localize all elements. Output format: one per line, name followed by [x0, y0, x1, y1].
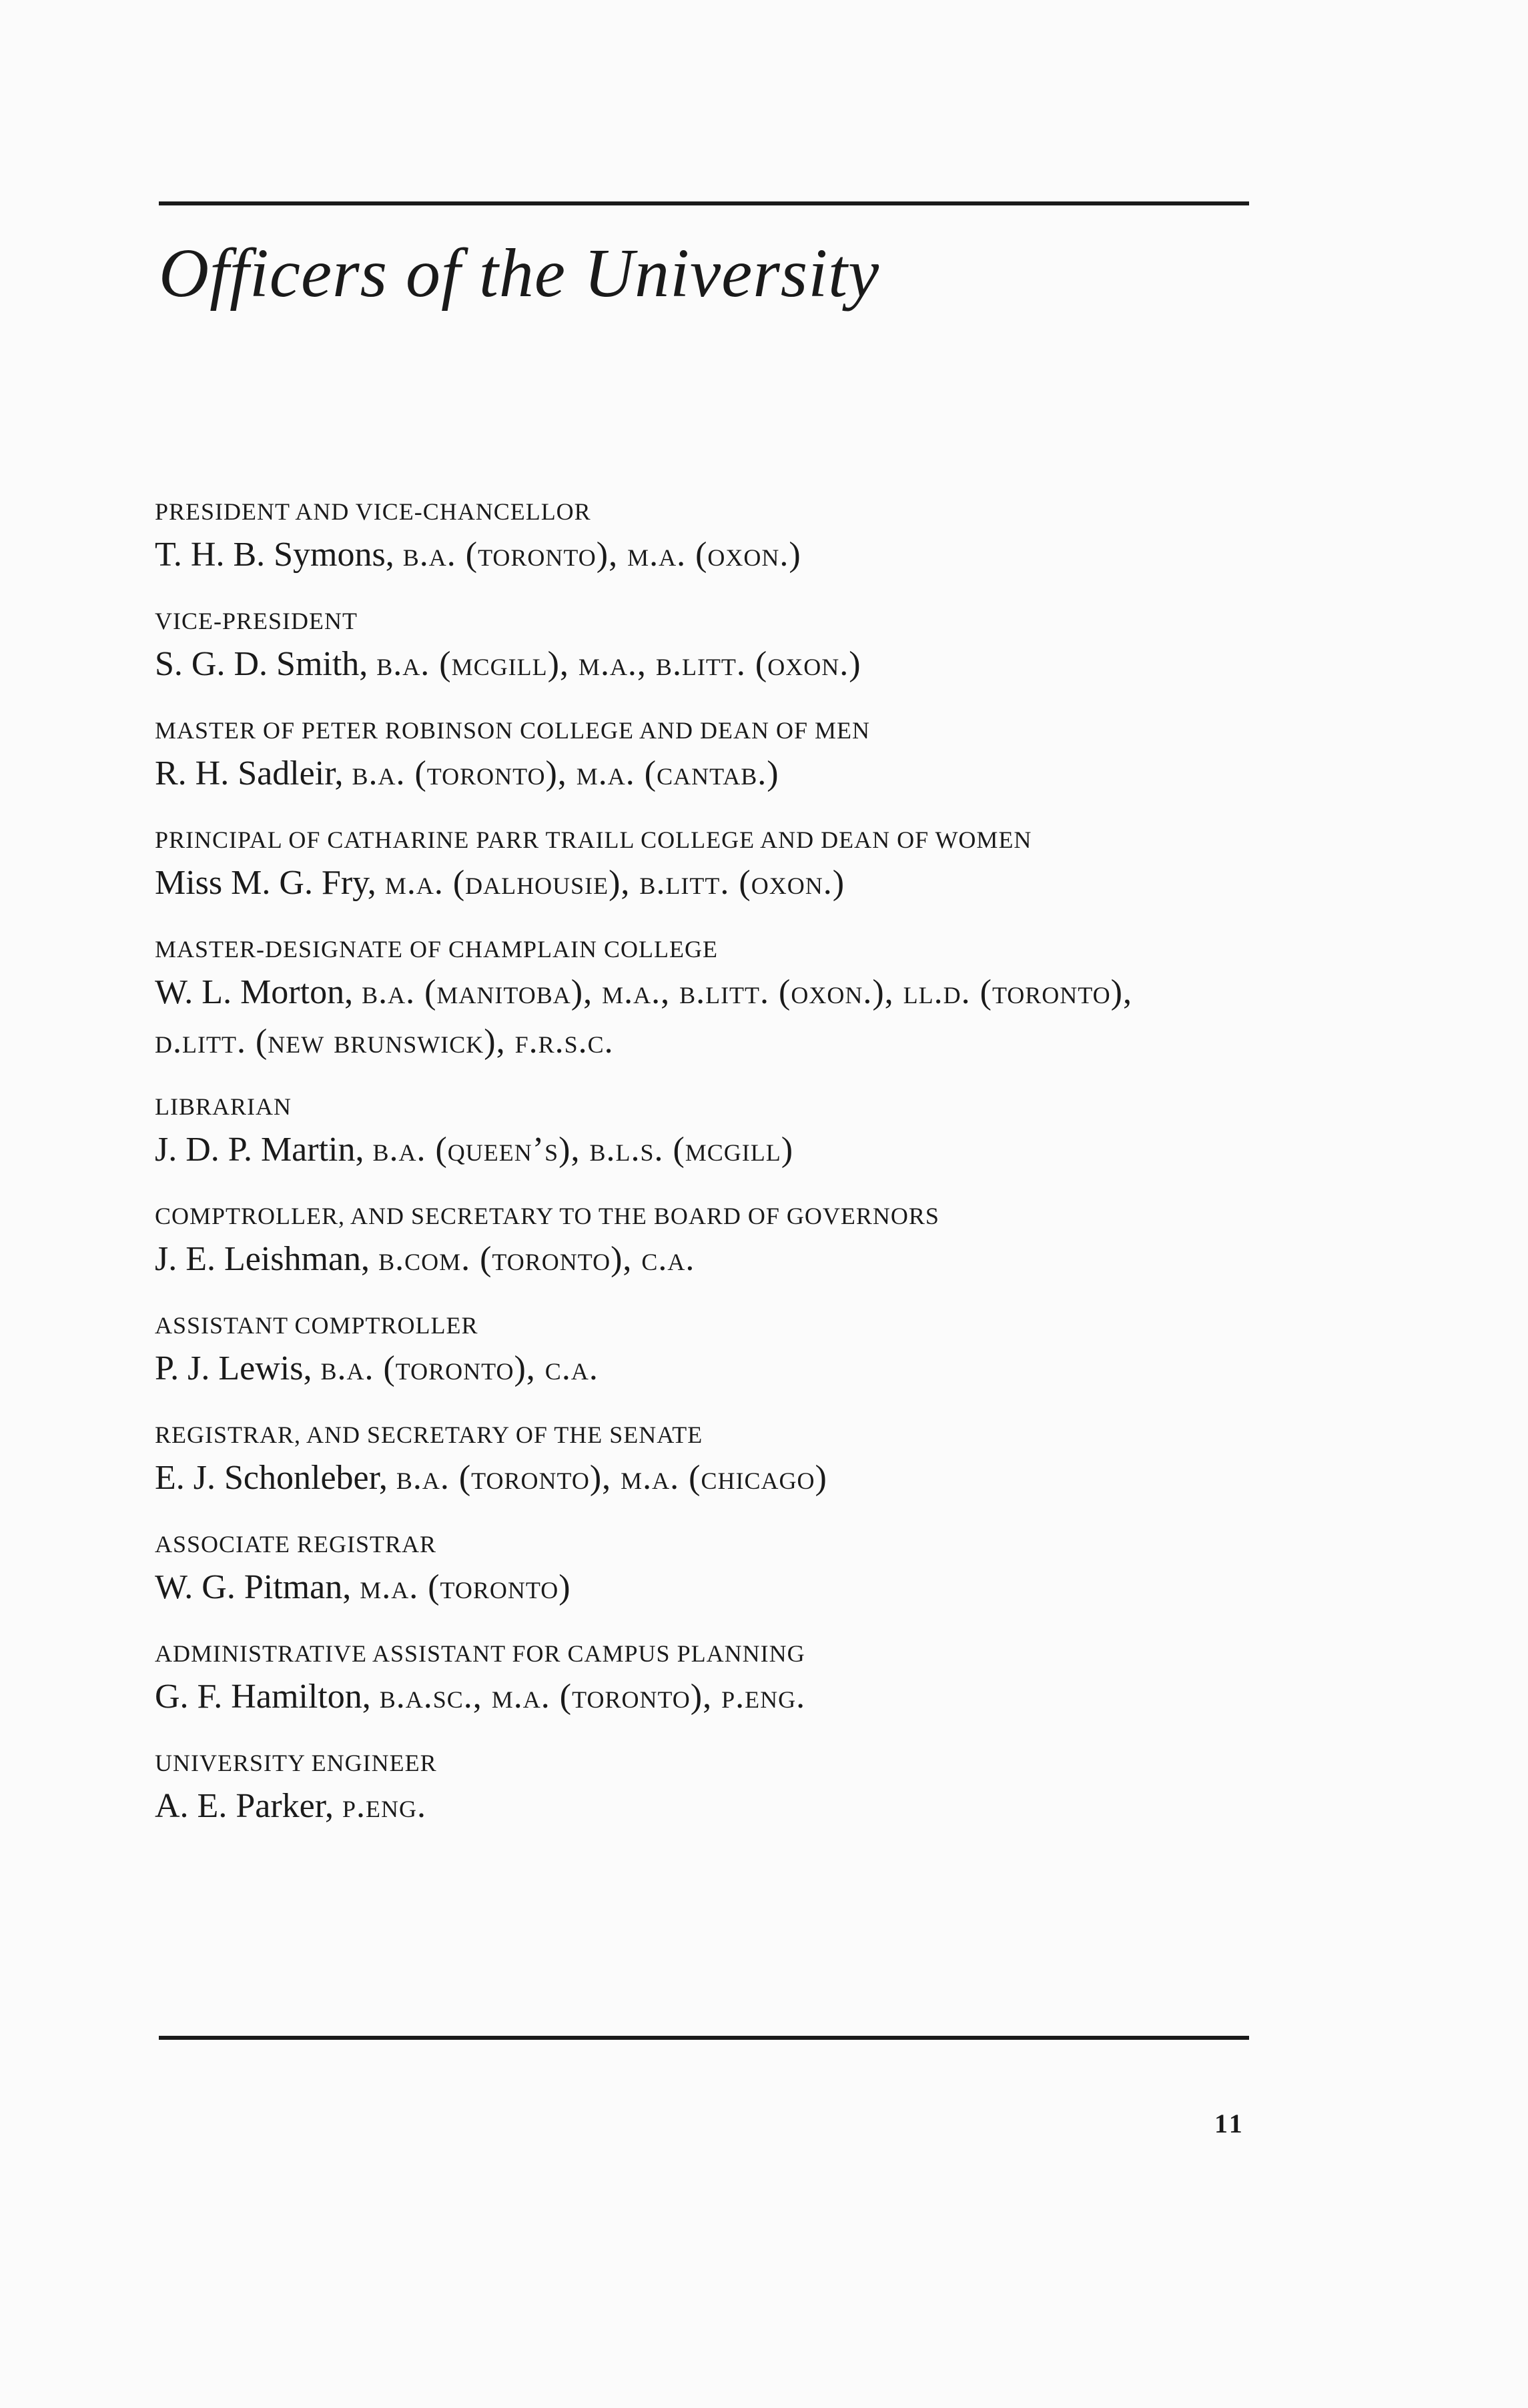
officer-name: E. J. Schonleber,: [155, 1459, 388, 1497]
page-title: Officers of the University: [159, 235, 880, 312]
officer-role: ADMINISTRATIVE ASSISTANT FOR CAMPUS PLANNING: [155, 1640, 805, 1667]
officer-entry: [155, 822, 1262, 909]
officer-name: P. J. Lewis,: [155, 1349, 312, 1387]
officer-name: A. E. Parker,: [155, 1787, 334, 1825]
top-rule: [159, 201, 1249, 205]
officer-credentials: b.a. (toronto), m.a. (oxon.): [402, 536, 801, 574]
officer-entry: [155, 494, 1262, 580]
officer-credentials: b.com. (toronto), c.a.: [378, 1240, 695, 1278]
officer-name: J. E. Leishman,: [155, 1240, 370, 1278]
officer-name: W. G. Pitman,: [155, 1568, 352, 1606]
officer-credentials: b.a. (queen’s), b.l.s. (mcgill): [372, 1131, 794, 1169]
officers-list: [155, 494, 1262, 1854]
officer-name: G. F. Hamilton,: [155, 1678, 371, 1716]
officer-role: REGISTRAR, AND SECRETARY OF THE SENATE: [155, 1421, 703, 1448]
officer-role: UNIVERSITY ENGINEER: [155, 1750, 437, 1776]
officer-name: S. G. D. Smith,: [155, 645, 368, 683]
officer-role: COMPTROLLER, AND SECRETARY TO THE BOARD OF GOVERNORS: [155, 1203, 939, 1229]
officer-entry: [155, 1526, 1262, 1613]
officer-entry: [155, 1307, 1262, 1394]
officer-name: W. L. Morton,: [155, 973, 354, 1011]
officer-entry: [155, 1198, 1262, 1285]
officer-credentials: b.a. (toronto), m.a. (chicago): [396, 1459, 827, 1497]
officer-name: T. H. B. Symons,: [155, 536, 394, 574]
officer-role: PRINCIPAL OF CATHARINE PARR TRAILL COLLEGE AND DEAN OF WOMEN: [155, 826, 1032, 853]
officer-entry: [155, 712, 1262, 799]
officer-role: ASSISTANT COMPTROLLER: [155, 1312, 478, 1339]
officer-name: J. D. P. Martin,: [155, 1131, 364, 1169]
officer-entry: [155, 1417, 1262, 1503]
officer-role: ASSOCIATE REGISTRAR: [155, 1531, 437, 1558]
officer-credentials: b.a. (toronto), c.a.: [320, 1349, 599, 1387]
officer-credentials: b.a.sc., m.a. (toronto), p.eng.: [379, 1678, 806, 1716]
officer-entry: [155, 603, 1262, 690]
officer-entry: [155, 931, 1262, 1066]
officer-credentials: b.a. (mcgill), m.a., b.litt. (oxon.): [376, 645, 861, 683]
officer-role: MASTER-DESIGNATE OF CHAMPLAIN COLLEGE: [155, 936, 718, 963]
officer-credentials-continued: d.litt. (new brunswick), f.r.s.c.: [155, 1023, 614, 1061]
officer-entry: [155, 1636, 1262, 1722]
officer-role: PRESIDENT AND VICE-CHANCELLOR: [155, 498, 591, 525]
officer-credentials: b.a. (toronto), m.a. (cantab.): [352, 754, 779, 792]
officer-credentials: b.a. (manitoba), m.a., b.litt. (oxon.), ll.d. (toronto),: [362, 973, 1132, 1011]
officer-entry: [155, 1745, 1262, 1832]
officer-role: MASTER OF PETER ROBINSON COLLEGE AND DEAN OF MEN: [155, 717, 871, 744]
bottom-rule: [159, 2036, 1249, 2040]
officer-role: LIBRARIAN: [155, 1093, 292, 1120]
page-number: 11: [1214, 2109, 1245, 2139]
officer-credentials: m.a. (dalhousie), b.litt. (oxon.): [384, 864, 845, 902]
officer-entry: [155, 1089, 1262, 1175]
officer-name: Miss M. G. Fry,: [155, 864, 376, 902]
officer-name: R. H. Sadleir,: [155, 754, 344, 792]
officer-role: VICE-PRESIDENT: [155, 608, 358, 634]
officer-credentials: p.eng.: [342, 1787, 426, 1825]
officer-credentials: m.a. (toronto): [360, 1568, 571, 1606]
